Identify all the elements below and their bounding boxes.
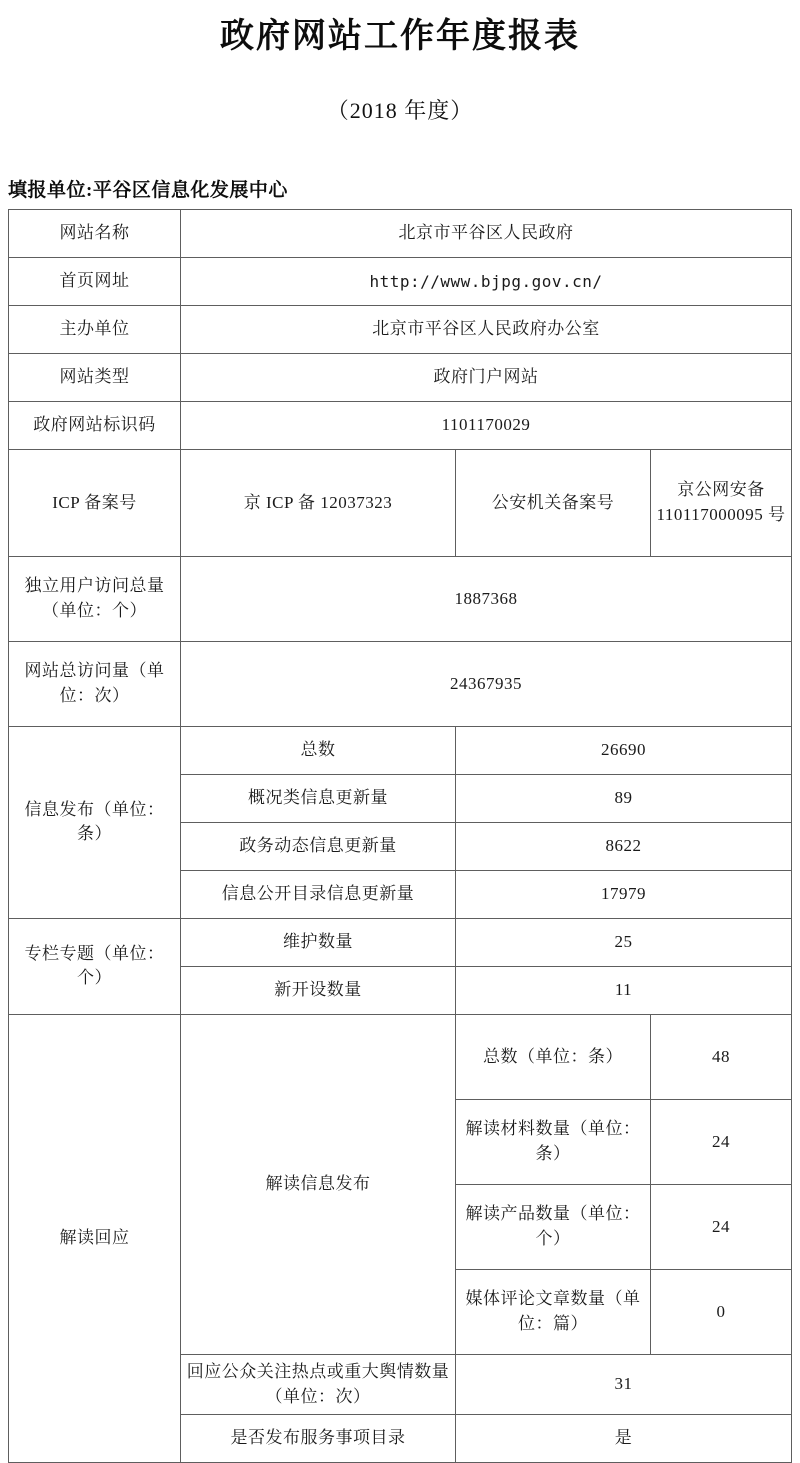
homepage-url-value: http://www.bjpg.gov.cn/ xyxy=(181,257,792,305)
info-publish-item-name: 信息公开目录信息更新量 xyxy=(181,870,456,918)
site-type-label: 网站类型 xyxy=(9,353,181,401)
total-visits-value: 24367935 xyxy=(181,641,792,726)
table-row xyxy=(9,556,792,641)
page-subtitle: （2018 年度） xyxy=(326,97,474,123)
site-name-label: 网站名称 xyxy=(9,209,181,257)
interpretation-item-name: 媒体评论文章数量（单位：篇） xyxy=(456,1269,651,1354)
info-publish-item-name: 总数 xyxy=(181,726,456,774)
gov-site-id-value: 1101170029 xyxy=(181,401,792,449)
interpretation-item-value: 0 xyxy=(651,1269,792,1354)
homepage-url-label: 首页网址 xyxy=(9,257,181,305)
table-row xyxy=(9,401,792,449)
column-topic-item-name: 维护数量 xyxy=(181,918,456,966)
interpretation-item-value: 24 xyxy=(651,1184,792,1269)
gov-site-id-label: 政府网站标识码 xyxy=(9,401,181,449)
icp-record-value: 京 ICP 备 12037323 xyxy=(181,449,456,556)
table-row xyxy=(9,1014,792,1099)
police-record-value: 京公网安备 110117000095 号 xyxy=(651,449,792,556)
site-name-value: 北京市平谷区人民政府 xyxy=(181,209,792,257)
icp-record-label: ICP 备案号 xyxy=(9,449,181,556)
table-row xyxy=(9,305,792,353)
interpretation-item-value: 24 xyxy=(651,1099,792,1184)
column-topic-item-value: 11 xyxy=(456,966,792,1014)
hotspot-response-value: 31 xyxy=(456,1354,792,1414)
info-publish-item-value: 17979 xyxy=(456,870,792,918)
info-publish-item-value: 89 xyxy=(456,774,792,822)
info-publish-item-name: 政务动态信息更新量 xyxy=(181,822,456,870)
table-row xyxy=(9,449,792,556)
info-publish-item-value: 26690 xyxy=(456,726,792,774)
column-topic-item-value: 25 xyxy=(456,918,792,966)
interpretation-item-name: 总数（单位：条） xyxy=(456,1014,651,1099)
table-row xyxy=(9,726,792,774)
filer-unit-label: 填报单位:平谷区信息化发展中心 xyxy=(8,179,288,201)
total-visits-label: 网站总访问量（单位：次） xyxy=(9,641,181,726)
service-catalog-label: 是否发布服务事项目录 xyxy=(181,1415,456,1463)
info-publish-item-value: 8622 xyxy=(456,822,792,870)
interpretation-item-value: 48 xyxy=(651,1014,792,1099)
police-record-label: 公安机关备案号 xyxy=(456,449,651,556)
site-type-value: 政府门户网站 xyxy=(181,353,792,401)
column-topic-label: 专栏专题（单位：个） xyxy=(9,918,181,1014)
info-publish-label: 信息发布（单位：条） xyxy=(9,726,181,918)
column-topic-item-name: 新开设数量 xyxy=(181,966,456,1014)
interpretation-item-name: 解读产品数量（单位：个） xyxy=(456,1184,651,1269)
table-row xyxy=(9,353,792,401)
unique-visitors-value: 1887368 xyxy=(181,556,792,641)
info-publish-item-name: 概况类信息更新量 xyxy=(181,774,456,822)
table-row xyxy=(9,641,792,726)
interpretation-publish-label: 解读信息发布 xyxy=(181,1014,456,1354)
sponsor-unit-label: 主办单位 xyxy=(9,305,181,353)
page-title: 政府网站工作年度报表 xyxy=(220,16,580,56)
table-row xyxy=(9,209,792,257)
interpretation-item-name: 解读材料数量（单位：条） xyxy=(456,1099,651,1184)
service-catalog-value: 是 xyxy=(456,1415,792,1463)
sponsor-unit-value: 北京市平谷区人民政府办公室 xyxy=(181,305,792,353)
unique-visitors-label: 独立用户访问总量（单位：个） xyxy=(9,556,181,641)
table-row xyxy=(9,918,792,966)
annual-report-table xyxy=(8,209,792,1463)
table-row xyxy=(9,257,792,305)
hotspot-response-label: 回应公众关注热点或重大舆情数量（单位：次） xyxy=(181,1354,456,1414)
interpretation-response-label: 解读回应 xyxy=(9,1014,181,1462)
